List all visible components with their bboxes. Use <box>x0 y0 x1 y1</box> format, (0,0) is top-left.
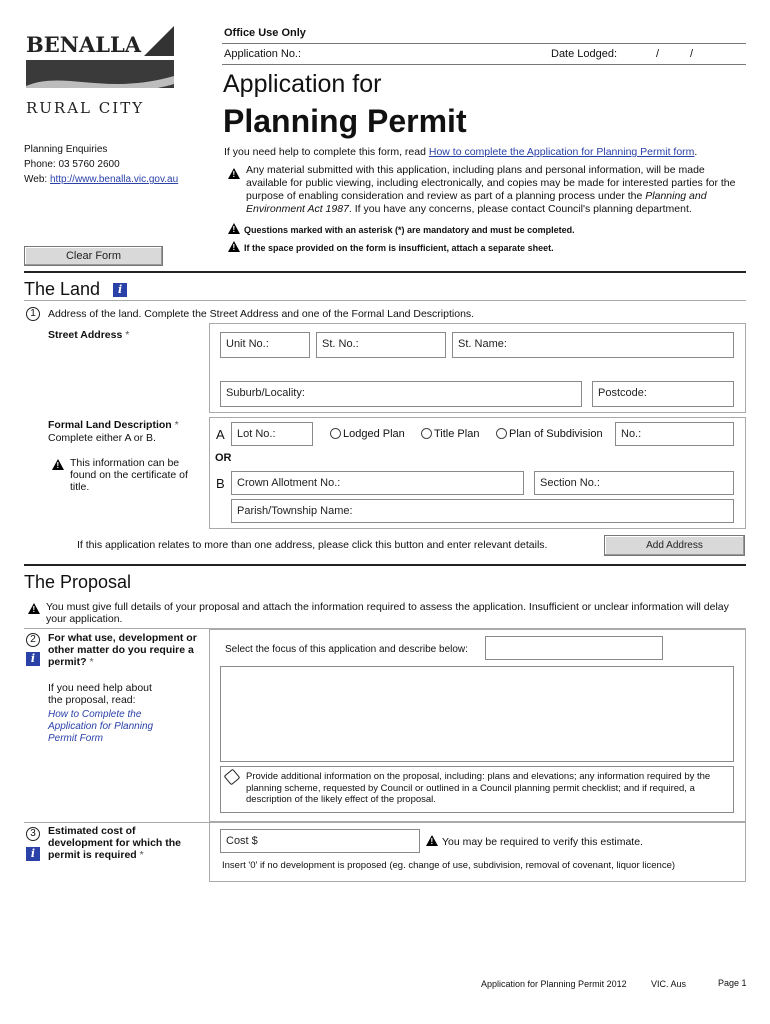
proposal-help-text: If you need help about the proposal, read: <box>48 682 152 706</box>
or-label: OR <box>215 452 232 464</box>
logo-line1: BENALLA <box>26 32 142 57</box>
benalla-logo <box>24 24 176 124</box>
warning-icon <box>28 603 40 614</box>
info-icon[interactable]: i <box>26 847 40 861</box>
cost-field[interactable]: Cost $ <box>220 829 420 853</box>
application-no-label: Application No.: <box>224 48 302 60</box>
web-link[interactable]: http://www.benalla.vic.gov.au <box>49 174 179 185</box>
radio-button[interactable] <box>330 428 341 439</box>
lodged-plan-option[interactable]: Lodged Plan <box>330 428 405 440</box>
date-lodged-label: Date Lodged: <box>551 48 618 60</box>
land-title: The Land i <box>24 279 127 300</box>
warning-icon <box>426 835 438 846</box>
warning-icon <box>228 168 240 179</box>
help-link[interactable]: How to complete the Application for Planning Permit form <box>428 146 695 158</box>
additional-info-text: Provide additional information on the proposal, including: plans and elevations; any information required by the planning scheme, requested by Council or outlined in a Council planning permit checklist; and if required, a description of the likely effect of the proposal. <box>246 771 711 805</box>
parish-field[interactable]: Parish/Township Name: <box>231 499 734 523</box>
option-b-label: B <box>216 476 225 491</box>
phone: Phone: 03 5760 2600 <box>24 159 120 170</box>
street-address-label: Street Address * <box>48 329 130 341</box>
proposal-title: The Proposal <box>24 572 132 592</box>
insufficient-note: !If the space provided on the form is insufficient, attach a separate sheet. <box>228 241 554 253</box>
public-viewing-notice: ! Any material submitted with this application, including plans and personal information, will be made available for public viewing, including electronically, and copies may be made for interested parties for the purpose of enabling consideration and review as part of a planning process under the Planning and Environment Act 1987. If you have any concerns, please contact Council's planning department. <box>228 164 748 216</box>
question-number: 3 <box>26 827 40 841</box>
date-separator: / <box>656 48 660 60</box>
question-number: 1 <box>26 307 40 321</box>
footer-title: Application for Planning Permit 2012 <box>481 979 627 989</box>
plan-no-field[interactable]: No.: <box>615 422 734 446</box>
web: Web: http://www.benalla.vic.gov.au <box>24 174 179 185</box>
logo-graphic <box>24 26 176 88</box>
contact-block <box>24 142 178 187</box>
land-question: Address of the land. Complete the Street Address and one of the Formal Land Descriptions. <box>48 308 475 320</box>
planning-enquiries: Planning Enquiries <box>24 144 108 155</box>
logo-line2: RURAL CITY <box>26 99 145 117</box>
mandatory-note: !Questions marked with an asterisk (*) are mandatory and must be completed. <box>228 223 575 235</box>
proposal-rule <box>24 564 746 566</box>
title-info-note: ! This information can be found on the certificate of title. <box>52 457 202 493</box>
unit-no-field[interactable]: Unit No.: <box>220 332 310 358</box>
lot-no-field[interactable]: Lot No.: <box>231 422 313 446</box>
radio-button[interactable] <box>421 428 432 439</box>
select-focus-label: Select the focus of this application and describe below: <box>225 644 468 655</box>
footer-vic: VIC. Aus <box>651 979 687 989</box>
option-a-label: A <box>216 427 225 442</box>
warning-icon <box>228 241 240 252</box>
date-separator: / <box>690 48 694 60</box>
add-address-button[interactable]: Add Address <box>604 535 745 556</box>
plan-subdivision-option[interactable]: Plan of Subdivision <box>496 428 603 440</box>
proposal-warning: ! You must give full details of your proposal and attach the information required to assess the application. Insufficient or unclear information will delay your application. <box>28 601 748 625</box>
clear-form-button[interactable]: Clear Form <box>24 246 163 266</box>
section-no-field[interactable]: Section No.: <box>534 471 734 495</box>
question-number: 2 <box>26 633 40 647</box>
warning-icon <box>228 223 240 234</box>
q3-label: Estimated cost of development for which the permit is required * <box>48 825 182 861</box>
proposal-help-link[interactable]: How to Complete the Application for Planning Permit Form <box>48 709 154 744</box>
land-sub-rule <box>24 300 746 301</box>
crown-allotment-field[interactable]: Crown Allotment No.: <box>231 471 524 495</box>
q2-label: For what use, development or other matter do you require a permit? * <box>48 632 197 668</box>
office-rule-bottom <box>222 64 746 65</box>
office-use-title: Office Use Only <box>224 27 306 39</box>
more-address-note: If this application relates to more than one address, please click this button and enter relevant details. <box>77 539 548 551</box>
page-title: Planning Permit <box>223 103 467 139</box>
heading-line1: Application for <box>223 70 382 98</box>
warning-icon <box>52 459 64 470</box>
land-rule <box>24 271 746 273</box>
office-rule-top <box>222 43 746 44</box>
page-number: Page 1 <box>718 978 747 988</box>
radio-button[interactable] <box>496 428 507 439</box>
title-plan-option[interactable]: Title Plan <box>421 428 479 440</box>
st-no-field[interactable]: St. No.: <box>316 332 446 358</box>
st-name-field[interactable]: St. Name: <box>452 332 734 358</box>
info-icon[interactable]: i <box>113 283 127 297</box>
suburb-field[interactable]: Suburb/Locality: <box>220 381 582 407</box>
insert-zero-note: Insert '0' if no development is proposed (eg. change of use, subdivision, removal of covenant, liquor licence) <box>222 860 676 871</box>
verify-note: ! You may be required to verify this estimate. <box>426 835 643 848</box>
help-line: If you need help to complete this form, read How to complete the Application for Planning Permit form. <box>224 146 698 158</box>
formal-land-label: Formal Land Description * Complete either A or B. <box>48 419 179 444</box>
proposal-description-field[interactable] <box>220 666 734 762</box>
focus-select[interactable] <box>485 636 663 660</box>
info-icon[interactable]: i <box>26 652 40 666</box>
postcode-field[interactable]: Postcode: <box>592 381 734 407</box>
